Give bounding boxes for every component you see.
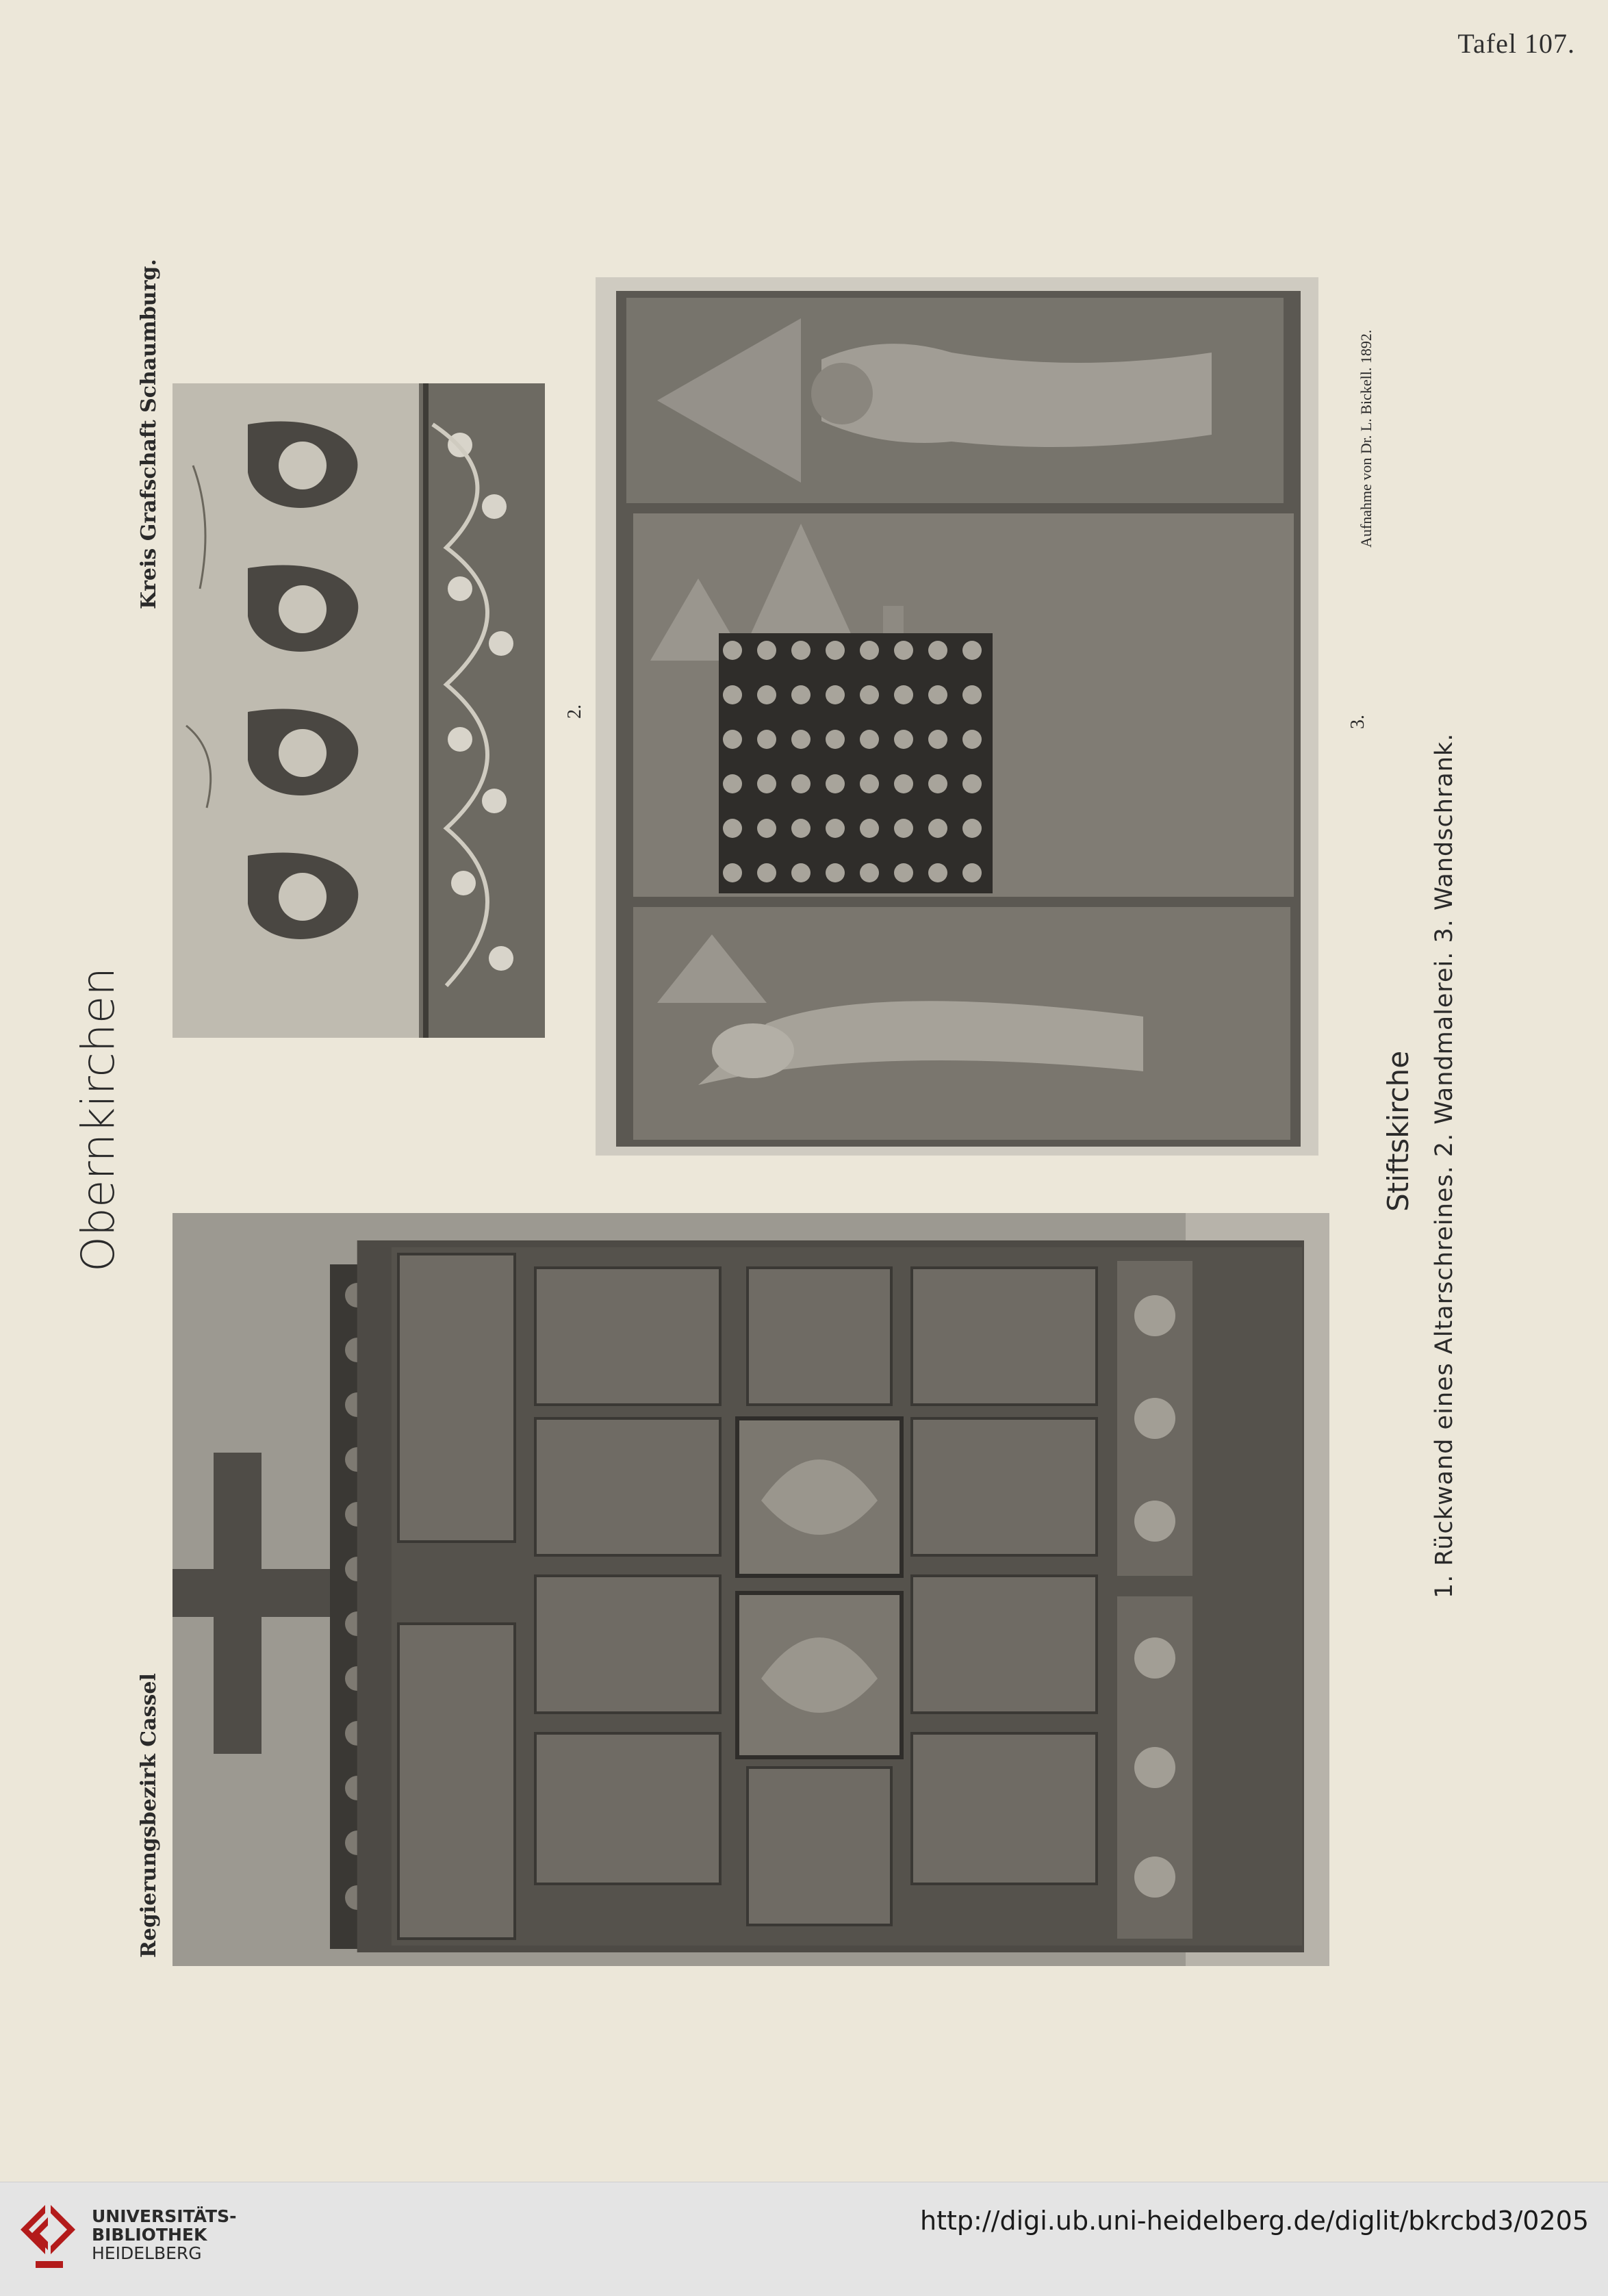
figure-2-wall-painting	[173, 383, 545, 1038]
region-right-label: Kreis Grafschaft Schaumburg.	[137, 259, 161, 609]
figure-1-altar-back-wall	[173, 1213, 1329, 1966]
photo-credit: Aufnahme von Dr. L. Bickell. 1892.	[1357, 329, 1375, 548]
library-line-1: UNIVERSITÄTS-	[92, 2206, 237, 2226]
plate-title: Obernkirchen	[72, 967, 125, 1272]
permalink-url[interactable]: http://digi.ub.uni-heidelberg.de/diglit/bkrcbd3/0205	[920, 2206, 1589, 2236]
library-footer	[0, 2182, 1608, 2296]
figure-caption: 1. Rückwand eines Altarschreines. 2. Wandmalerei. 3. Wandschrank.	[1431, 732, 1458, 1598]
library-line-3: HEIDELBERG	[92, 2243, 202, 2263]
figure-number-2: 2.	[564, 704, 585, 719]
region-left-label: Regierungsbezirk Cassel	[137, 1673, 161, 1958]
library-name	[92, 2207, 236, 2262]
plate-number: Tafel 107.	[1457, 28, 1575, 59]
figure-number-3: 3.	[1347, 715, 1368, 729]
university-library-logo[interactable]	[15, 2199, 84, 2279]
library-line-2: BIBLIOTHEK	[92, 2225, 207, 2245]
section-title: Stiftskirche	[1381, 1050, 1415, 1212]
figure-3-wall-cabinet	[596, 277, 1318, 1156]
